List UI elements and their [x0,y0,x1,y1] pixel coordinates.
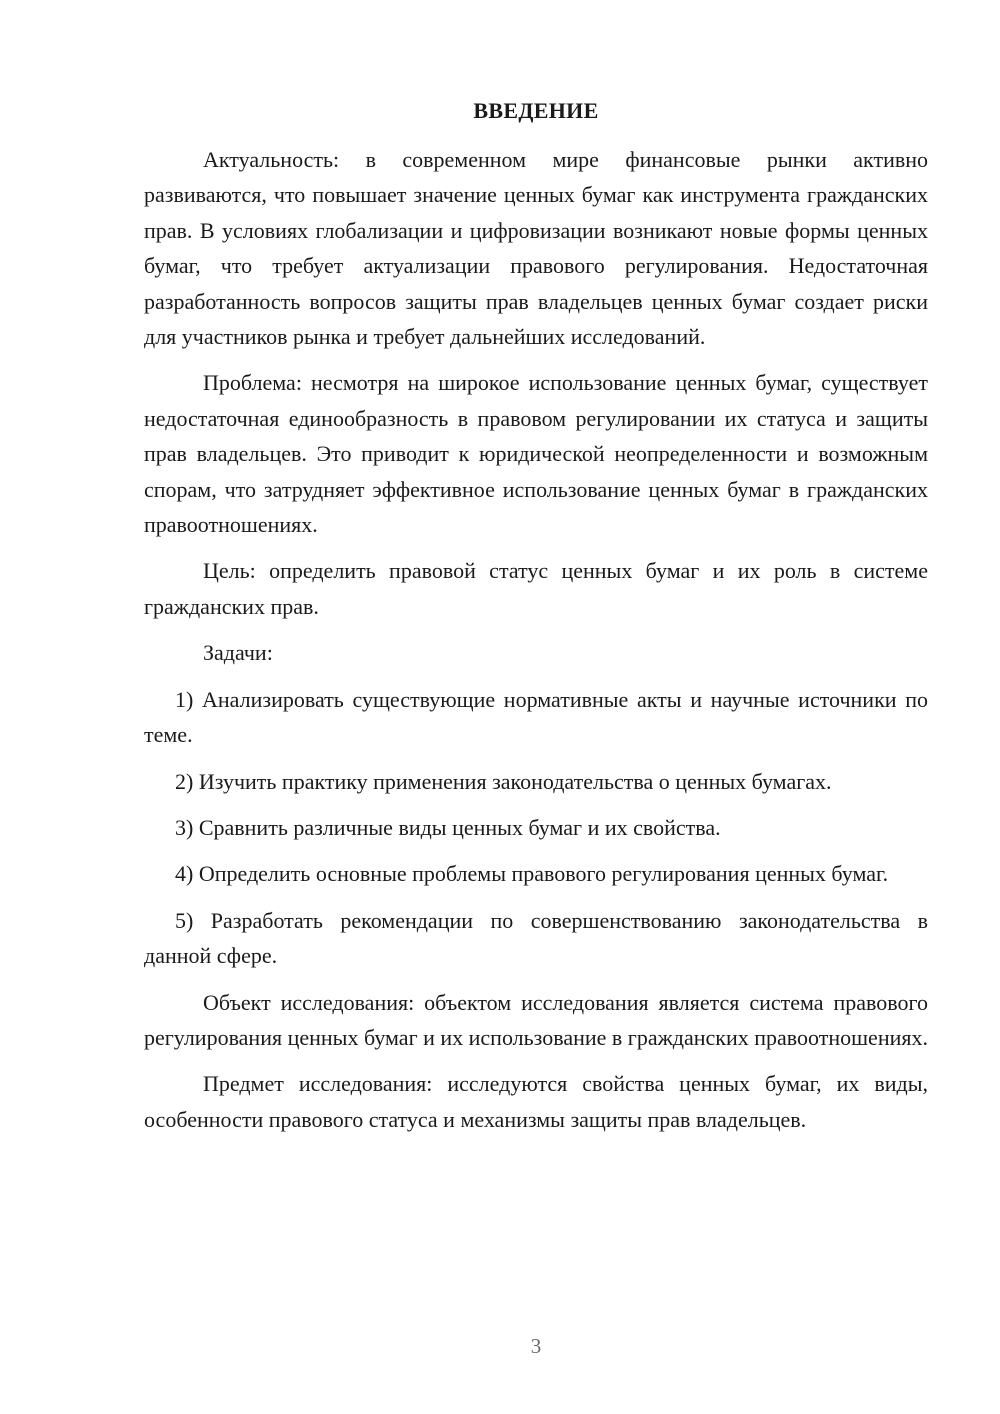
subject-paragraph: Предмет исследования: исследуются свойства ценных бумаг, их виды, особенности правового статуса и механизмы защиты прав владельцев. [144,1071,928,1132]
task-item-2: 2) Изучить практику применения законодательства о ценных бумагах. [175,768,832,794]
task-item-1: 1) Анализировать существующие нормативные акты и научные источники по теме. [144,686,928,748]
task-item-3: 3) Сравнить различные виды ценных бумаг и их свойства. [175,814,721,840]
tasks-heading: Задачи: [203,640,273,666]
relevance-paragraph: Актуальность: в современном мире финансовые рынки активно развиваются, что повышает значение ценных бумаг как инструмента гражданских прав. В условиях глобализации и цифровизации возникают новые формы ценных бумаг, что требует актуализации правового регулирования. Недостаточная разработанность вопросов защиты прав владельцев ценных бумаг создает риски для участников рынка и требует дальнейших исследований. [144,147,928,350]
problem-paragraph: Проблема: несмотря на широкое использование ценных бумаг, существует недостаточная единообразность в правовом регулировании их статуса и защиты прав владельцев. Это приводит к юридической неопределенности и возможным спорам, что затрудняет эффективное использование ценных бумаг в гражданских правоотношениях. [144,370,928,538]
task-item-5: 5) Разработать рекомендации по совершенствованию законодательства в данной сфере. [144,907,928,969]
task-item-4: 4) Определить основные проблемы правового регулирования ценных бумаг. [175,861,889,887]
document-body [144,142,928,1148]
object-paragraph: Объект исследования: объектом исследования является система правового регулирования ценных бумаг и их использование в гражданских правоотношениях. [144,989,928,1050]
page-number: 3 [530,1334,542,1358]
page-title: ВВЕДЕНИЕ [473,98,599,123]
goal-paragraph: Цель: определить правовой статус ценных бумаг и их роль в системе гражданских прав. [144,558,928,619]
